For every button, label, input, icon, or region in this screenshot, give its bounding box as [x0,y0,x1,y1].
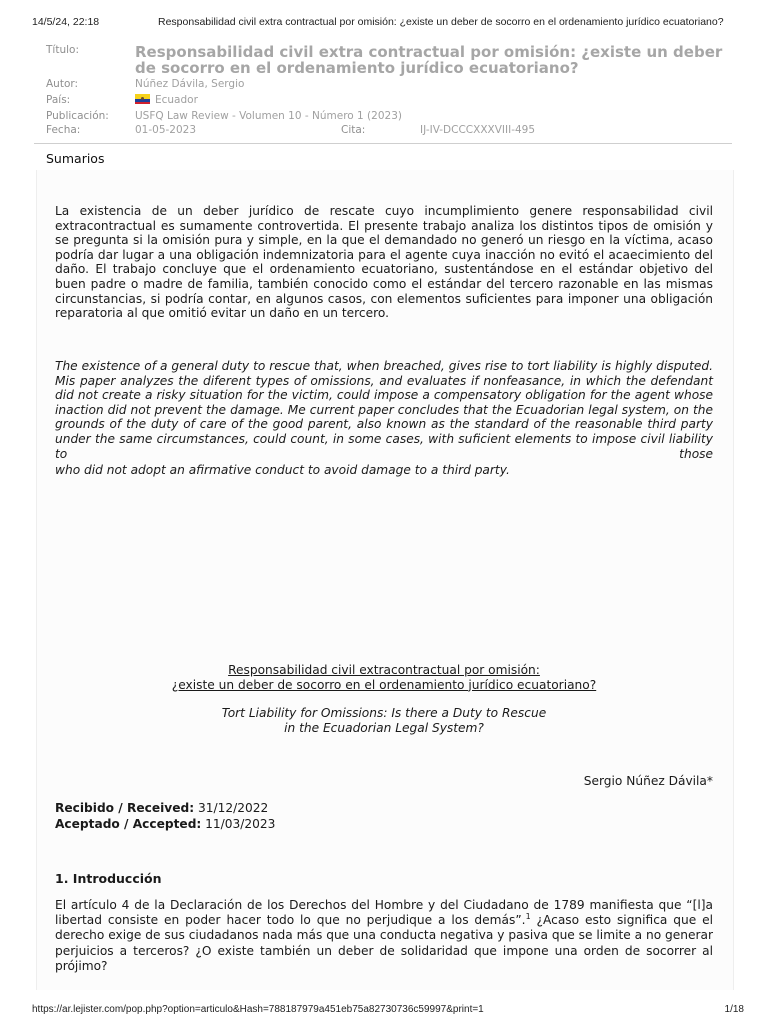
intro-text-2: ¿Acaso esto significa que el derecho exige de sus ciudadanos nada más que una conducta negativa y pasiva que se limite a no generar perjuicios a terceros? ¿O existe también un deber de solidaridad que impone una orden de socorrer al prójimo? [55,913,714,973]
autor-value: Núñez Dávila, Sergio [135,78,245,90]
title-spanish-line-1: Responsabilidad civil extracontractual por omisión: [228,663,540,677]
page-number: 1/18 [724,1004,744,1015]
print-timestamp: 14/5/24, 22:18 [32,16,100,28]
title-english [55,706,713,735]
fecha-label: Fecha: [46,124,81,136]
title-english-line-1: Tort Liability for Omissions: Is there a Duty to Rescue [221,706,547,720]
cita-label: Cita: [341,124,366,136]
pais-text: Ecuador [155,94,198,106]
accepted-label: Aceptado / Accepted: [55,816,202,831]
section-heading-introduccion: 1. Introducción [55,871,162,886]
print-url: https://ar.lejister.com/pop.php?option=articulo&Hash=788187979a451eb75a82730736c59997&print=1 [32,1004,484,1015]
titulo-label: Título: [46,44,79,56]
pais-label: País: [46,94,71,106]
title-spanish-line-2: ¿existe un deber de socorro en el ordenamiento jurídico ecuatoriano? [171,677,597,692]
accepted-line [55,817,275,833]
title-spanish [55,663,713,692]
intro-text-1: El artículo 4 de la Declaración de los Derechos del Hombre y del Ciudadano de 1789 manifiesta que “[l]a libertad consiste en poder hacer todo lo que no perjudique a los demás”. [55,898,713,928]
abstract-spanish: La existencia de un deber jurídico de rescate cuyo incumplimiento genere responsabilidad civil extracontractual es sumamente controvertida. El presente trabajo analiza los distintos tipos de omisión y se pregunta si la omisión pura y simple, en la que el demandado no generó un riesgo en la víctima, acaso podría dar lugar a una obligación indemnizatoria para el agente cuya inacción no evitó el acaecimiento del daño. El trabajo concluye que el ordenamiento ecuatoriano, sustentándose en el estándar objetivo del buen padre o madre de familia, también conocido como el estándar del tercero razonable en las mismas circunstancias, si podría contar, en algunos casos, con elementos suficientes para imponer una obligación reparatoria al que omitió evitar un daño en un tercero. [55,204,713,321]
publicacion-value: USFQ Law Review - Volumen 10 - Número 1 (2023) [135,110,402,122]
ecuador-flag-icon [135,94,150,104]
footnote-ref-1[interactable]: 1 [525,912,531,922]
author-signature: Sergio Núñez Dávila* [583,774,713,788]
header-divider [34,143,732,144]
publicacion-label: Publicación: [46,110,109,122]
abstract-english: The existence of a general duty to rescue that, when breached, gives rise to tort liability is highly disputed. Mis paper analyzes the diferent types of omissions, and evaluates if nonfeasance, in which the defendant did not create a risky situation for the victim, could impose a compensatory obligation for the agent whose inaction did not prevent the damage. Me current paper concludes that the Ecuadorian legal system, on the grounds of the duty of care of the good parent, also known as the standard of the reasonable third party under the same circumstances, could count, in some cases, with suficient elements to impose civil liability to those [55,359,713,461]
received-value: 31/12/2022 [198,801,269,815]
print-page-title: Responsabilidad civil extra contractual por omisión: ¿existe un deber de socorro en el ordenamiento jurídico ecuatoriano? [158,16,724,28]
accepted-value: 11/03/2023 [205,816,276,831]
sumarios-heading: Sumarios [46,151,105,166]
pais-value [135,94,198,106]
dates-block [55,801,275,832]
abstract-english-last-line: who did not adopt an afirmative conduct to avoid damage to a third party. [55,463,510,477]
received-label: Recibido / Received: [55,801,195,815]
received-line [55,801,275,817]
cita-value: IJ-IV-DCCCXXXVIII-495 [420,124,536,136]
article-title: Responsabilidad civil extra contractual por omisión: ¿existe un deber de socorro en el ordenamiento jurídico ecuatoriano? [135,43,723,77]
autor-label: Autor: [46,78,79,90]
title-english-line-2: in the Ecuadorian Legal System? [284,720,484,735]
intro-paragraph [55,898,713,974]
fecha-value: 01-05-2023 [135,124,197,136]
